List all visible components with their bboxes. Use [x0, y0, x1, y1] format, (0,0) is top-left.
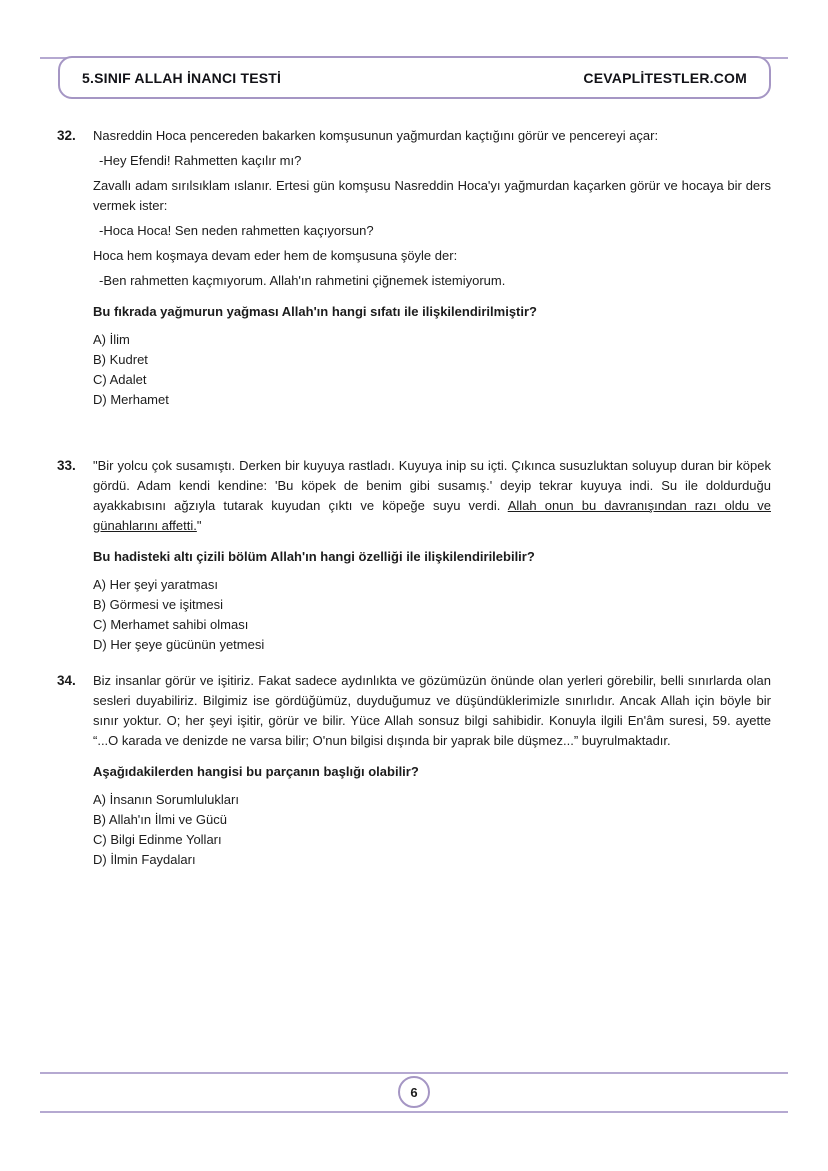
- question-number: 34.: [57, 673, 76, 688]
- question-paragraph: Hoca hem koşmaya devam eder hem de komşusuna şöyle der:: [93, 248, 458, 263]
- page-number-badge: [398, 1076, 430, 1108]
- question-paragraph: Nasreddin Hoca pencereden bakarken komşusunun yağmurdan kaçtığını görür ve pencereyi açar:: [93, 128, 659, 143]
- header-box: [58, 56, 771, 99]
- dialogue-line: -Hoca Hoca! Sen neden rahmetten kaçıyorsun?: [99, 223, 374, 238]
- answer-option-a: A) İlim: [93, 332, 130, 347]
- question-stem: Aşağıdakilerden hangisi bu parçanın başlığı olabilir?: [93, 764, 419, 779]
- passage-text: "Bir yolcu çok susamıştı. Derken bir kuyuya rastladı. Kuyuya inip su içti. Çıkınca susuzluktan soluyup duran bir köpek gördü. Adam kendi kendine: 'Bu köpek de benim gibi susamış.' deyip tekrar kuyuya indi. Su ile doldurduğu ayakkabısını ağzıyla tutarak kuyudan çıktı ve köpeğe suyu verdi.: [93, 458, 771, 513]
- question-stem: Bu fıkrada yağmurun yağması Allah'ın hangi sıfatı ile ilişkilendirilmiştir?: [93, 304, 537, 319]
- question-number: 32.: [57, 128, 76, 143]
- footer-rule-bottom: [40, 1111, 788, 1113]
- answer-option-d: D) Merhamet: [93, 392, 169, 407]
- question-34: [0, 671, 828, 870]
- question-32: [0, 126, 828, 410]
- question-paragraph: Biz insanlar görür ve işitiriz. Fakat sadece aydınlıkta ve gözümüzün önünde olan yerleri görebilir, belli sınırlarda olan sesleri duyabiliriz. Bilgimiz ise gördüğümüz, duyduğumuz ve düşündüklerimizle sınırlıdır. Ancak Allah için böyle bir sınır yoktur. O; her şeyi işitir, görür ve bilir. Yüce Allah sonsuz bilgi sahibidir. Konuyla ilgili En'âm suresi, 59. ayette “...O karada ve denizde ne varsa bilir; O'nun bilgisi dışında bir yaprak bile düşmez...” buyrulmaktadır.: [93, 673, 771, 748]
- answer-option-a: A) Her şeyi yaratması: [93, 577, 218, 592]
- page-number: 6: [410, 1084, 418, 1100]
- footer-rule-top: [40, 1072, 788, 1074]
- passage-underlined-text: Allah onun bu davranışından razı oldu ve günahlarını affetti.: [93, 498, 771, 533]
- question-number: 33.: [57, 458, 76, 473]
- question-paragraph: Zavallı adam sırılsıklam ıslanır. Ertesi gün komşusu Nasreddin Hoca'yı yağmurdan kaçarken görür ve hocaya bir ders vermek ister:: [93, 178, 771, 213]
- answer-option-b: B) Görmesi ve işitmesi: [93, 597, 224, 612]
- answer-option-c: C) Bilgi Edinme Yolları: [93, 832, 222, 847]
- dialogue-line: -Hey Efendi! Rahmetten kaçılır mı?: [99, 153, 302, 168]
- question-content: [93, 456, 771, 655]
- answer-option-a: A) İnsanın Sorumlulukları: [93, 792, 239, 807]
- answer-option-c: C) Adalet: [93, 372, 147, 387]
- test-title: 5.SINIF ALLAH İNANCI TESTİ: [82, 69, 282, 86]
- question-content: [93, 126, 771, 410]
- answer-option-b: B) Kudret: [93, 352, 148, 367]
- answer-option-d: D) Her şeye gücünün yetmesi: [93, 637, 265, 652]
- question-stem: Bu hadisteki altı çizili bölüm Allah'ın hangi özelliği ile ilişkilendirilebilir?: [93, 549, 535, 564]
- answer-option-d: D) İlmin Faydaları: [93, 852, 196, 867]
- passage-closing-quote: ": [196, 518, 202, 533]
- question-content: [93, 671, 771, 870]
- answer-option-c: C) Merhamet sahibi olması: [93, 617, 249, 632]
- site-name: CEVAPLİTESTLER.COM: [583, 69, 747, 86]
- question-33: [0, 456, 828, 655]
- question-passage: [93, 456, 771, 536]
- answer-option-b: B) Allah'ın İlmi ve Gücü: [93, 812, 227, 827]
- dialogue-line: -Ben rahmetten kaçmıyorum. Allah'ın rahmetini çiğnemek istemiyorum.: [99, 273, 506, 288]
